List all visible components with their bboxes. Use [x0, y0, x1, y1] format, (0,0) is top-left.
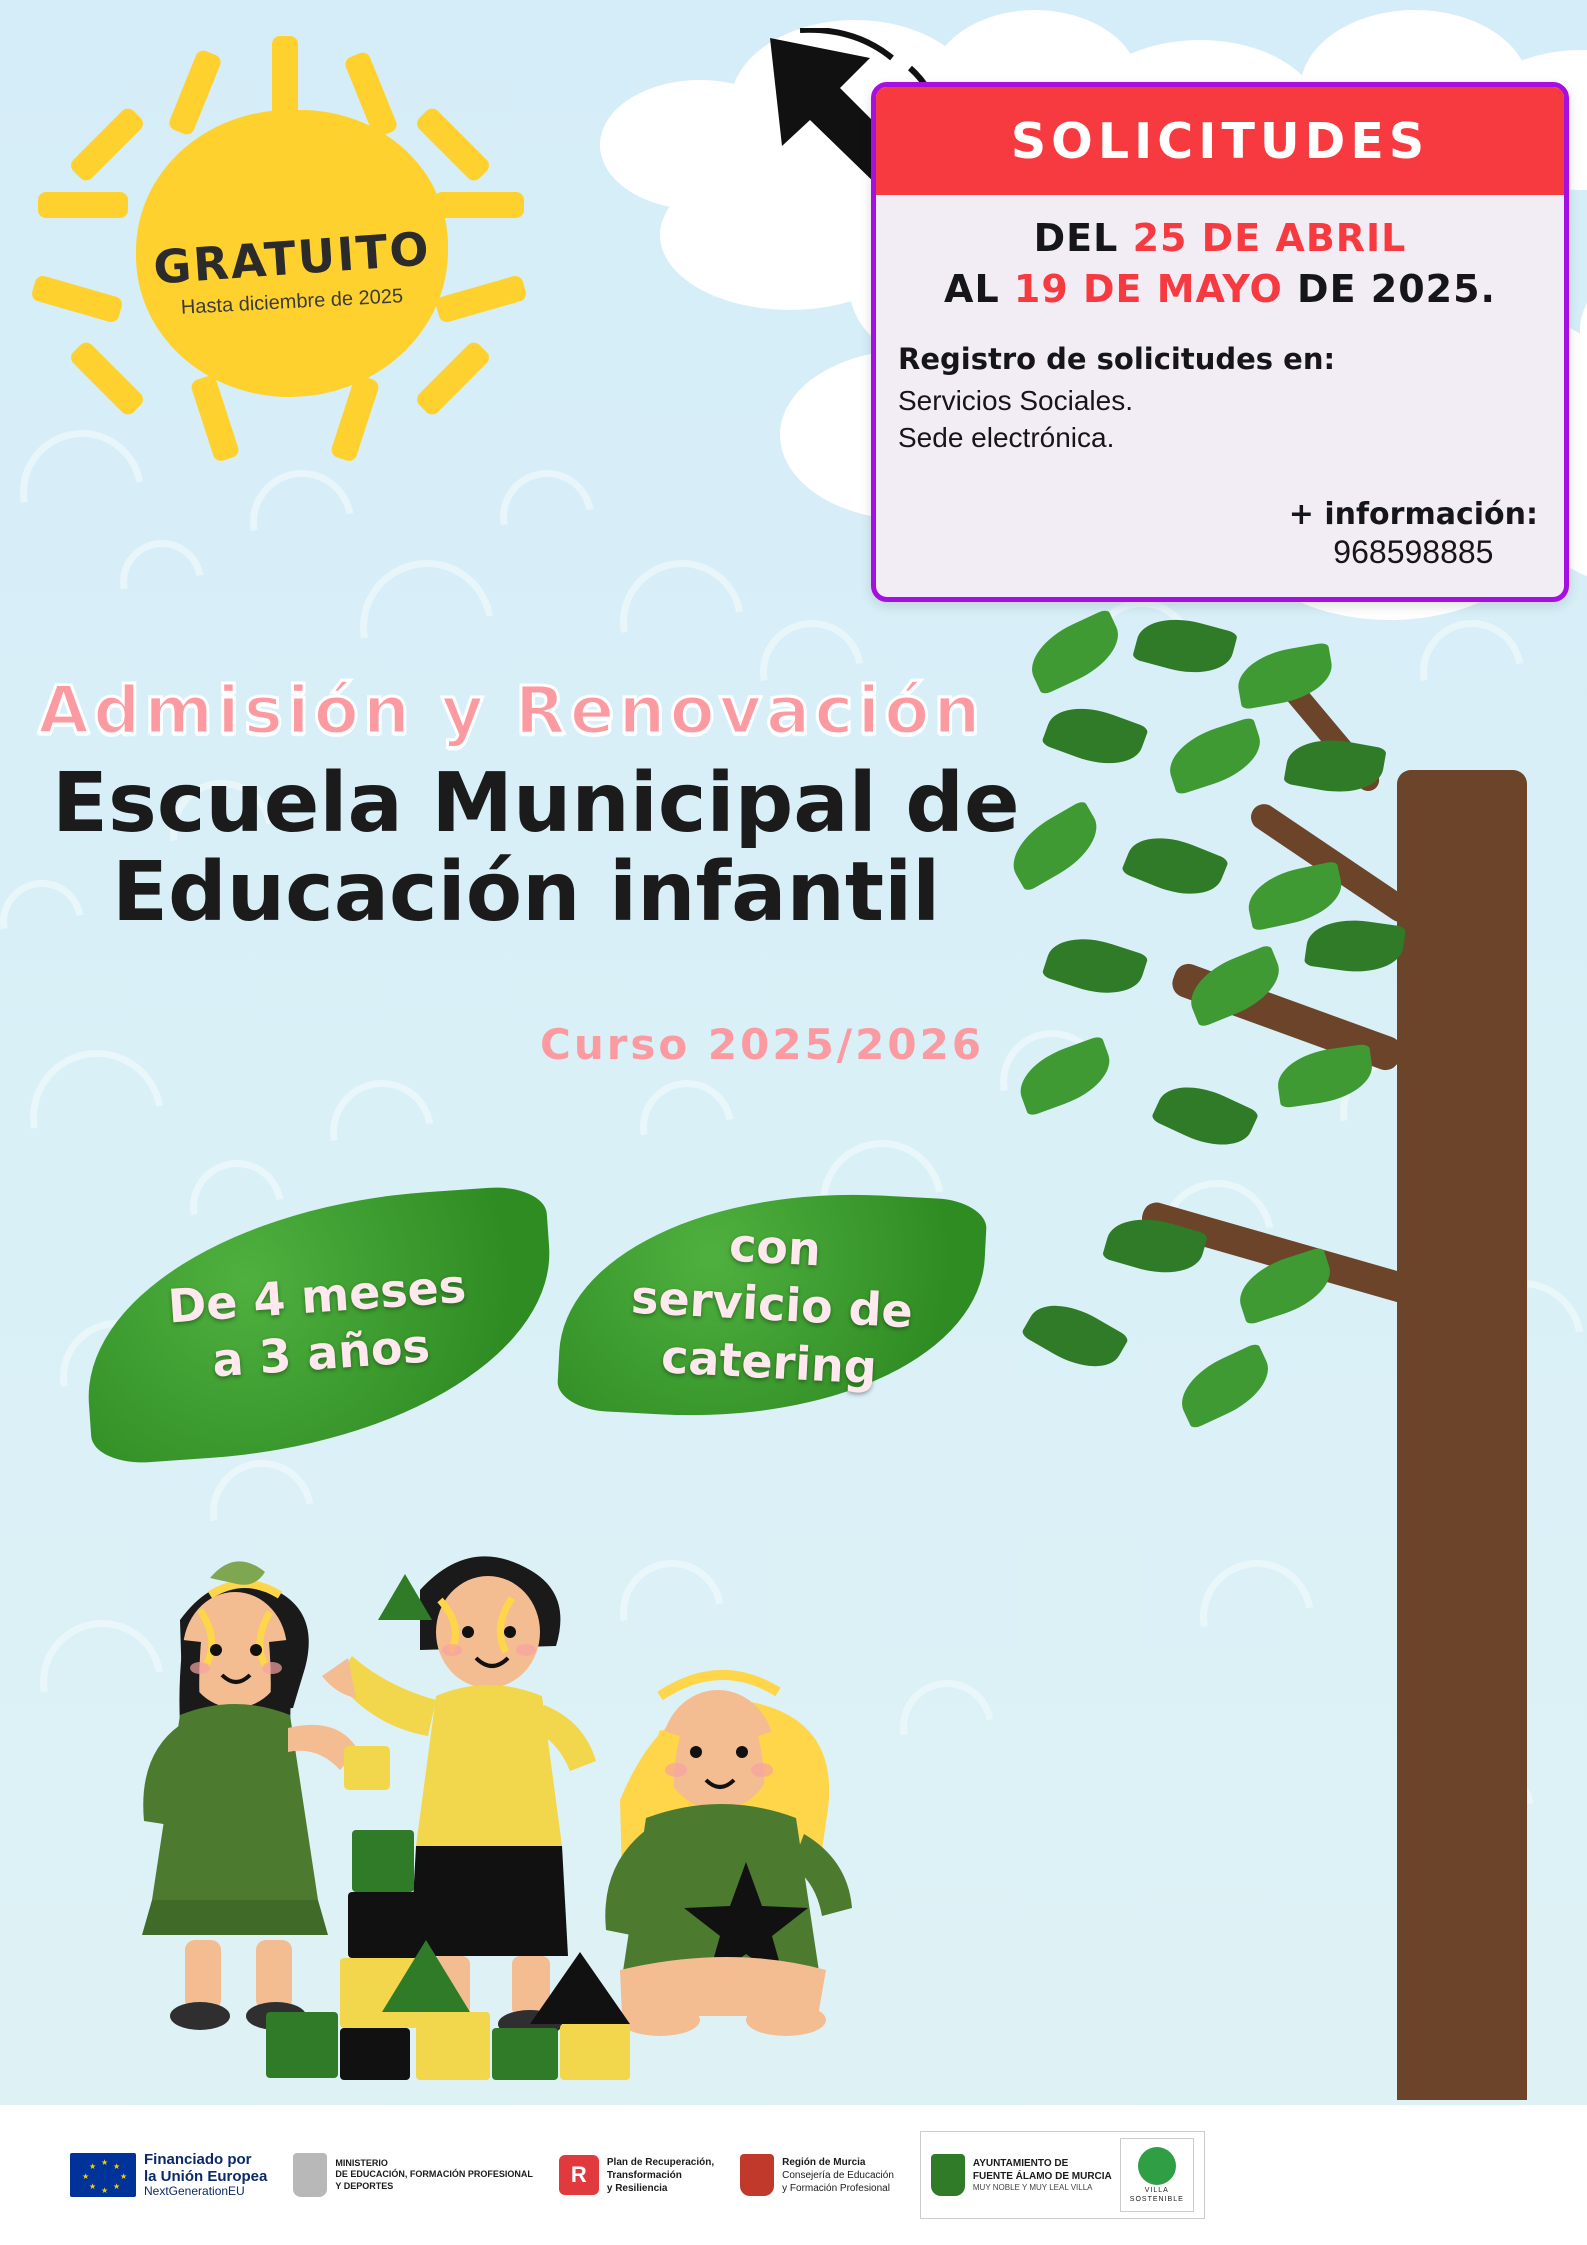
register-line-1: Servicios Sociales.	[898, 384, 1133, 416]
page-title	[52, 756, 1112, 940]
register-line-2: Sede electrónica.	[898, 422, 1115, 454]
ayuntamiento-line-3: MUY NOBLE Y MUY LEAL VILLA	[972, 2182, 1093, 2192]
sostenible-line-1: VILLA	[1144, 2187, 1169, 2194]
eu-logo-line-2: la Unión Europea	[144, 2168, 268, 2186]
date-line2-highlight: 19 DE MAYO	[1013, 267, 1283, 312]
date-line1-prefix: DEL	[1033, 216, 1133, 260]
children-illustration	[60, 1500, 1120, 2120]
register-title: Registro de solicitudes en:	[898, 341, 1336, 376]
villa-sostenible-logo	[1120, 2138, 1194, 2212]
title-line-2: Educación infantil	[112, 844, 941, 940]
ayuntamiento-line-1: AYUNTAMIENTO DE	[972, 2157, 1069, 2169]
eu-flag-icon: ★ ★ ★ ★ ★ ★ ★ ★	[70, 2153, 136, 2197]
leaf-catering-line-2: servicio de	[629, 1269, 915, 1339]
murcia-line-3: y Formación Profesional	[782, 2182, 890, 2194]
eyebrow-heading: Admisión y Renovación	[38, 672, 985, 749]
date-line2-suffix: DE 2025.	[1282, 267, 1496, 312]
solicitudes-title: SOLICITUDES	[1010, 112, 1430, 170]
sostenible-line-2: SOSTENIBLE	[1129, 2196, 1184, 2203]
applications-card	[871, 82, 1569, 602]
application-dates	[898, 213, 1542, 316]
sun-illustration	[22, 36, 502, 466]
recovery-plan-logo	[559, 2155, 714, 2195]
sostenible-tree-icon	[1138, 2147, 1176, 2185]
ministry-line-1: MINISTERIO	[335, 2158, 388, 2169]
eu-logo-line-1: Financiado por	[144, 2150, 252, 2168]
date-line1-highlight: 25 DE ABRIL	[1132, 216, 1407, 260]
gratuito-subtitle: Hasta diciembre de 2025	[180, 285, 404, 319]
recovery-line-3: y Resiliencia	[606, 2182, 668, 2194]
eu-logo-subtitle: NextGenerationEU	[144, 2184, 245, 2199]
sun-badge	[142, 221, 442, 319]
course-label: Curso 2025/2026	[540, 1020, 985, 1069]
murcia-line-1: Región de Murcia	[782, 2156, 866, 2168]
leaf-badge-ages	[76, 1184, 562, 1466]
recovery-plan-mark-icon: R	[559, 2155, 599, 2195]
gratuito-label: GRATUITO	[151, 221, 433, 295]
contact-info	[1289, 497, 1538, 571]
eu-funding-logo	[70, 2151, 267, 2199]
applications-card-body	[876, 195, 1564, 457]
ministry-logo	[293, 2153, 533, 2197]
murcia-line-2: Consejería de Educación	[782, 2169, 894, 2181]
date-line2-prefix: AL	[944, 267, 1014, 312]
ayuntamiento-line-2: FUENTE ÁLAMO DE MURCIA	[972, 2170, 1112, 2182]
ministry-line-3: Y DEPORTES	[335, 2180, 394, 2191]
ministry-line-2: DE EDUCACIÓN, FORMACIÓN PROFESIONAL	[335, 2169, 533, 2180]
info-title: + información:	[1288, 497, 1538, 532]
ayuntamiento-logo	[920, 2131, 1205, 2219]
ministry-crest-icon	[293, 2153, 327, 2197]
leaf-catering-line-3: catering	[659, 1329, 879, 1395]
leaf-badge-catering	[556, 1179, 987, 1431]
info-phone[interactable]: 968598885	[1333, 534, 1494, 570]
leaf-catering-line-1: con	[727, 1217, 823, 1277]
applications-card-header	[876, 87, 1564, 195]
title-line-1: Escuela Municipal de	[52, 756, 1020, 851]
footer-logos	[0, 2105, 1587, 2245]
register-lines	[898, 382, 1542, 458]
recovery-line-1: Plan de Recuperación,	[606, 2156, 715, 2168]
region-de-murcia-logo	[740, 2154, 894, 2196]
ayuntamiento-crest-icon	[931, 2154, 965, 2196]
recovery-line-2: Transformación	[606, 2169, 682, 2181]
leaf-ages-line-1: De 4 meses	[166, 1258, 468, 1333]
leaf-ages-line-2: a 3 años	[210, 1318, 432, 1388]
murcia-crest-icon	[740, 2154, 774, 2196]
